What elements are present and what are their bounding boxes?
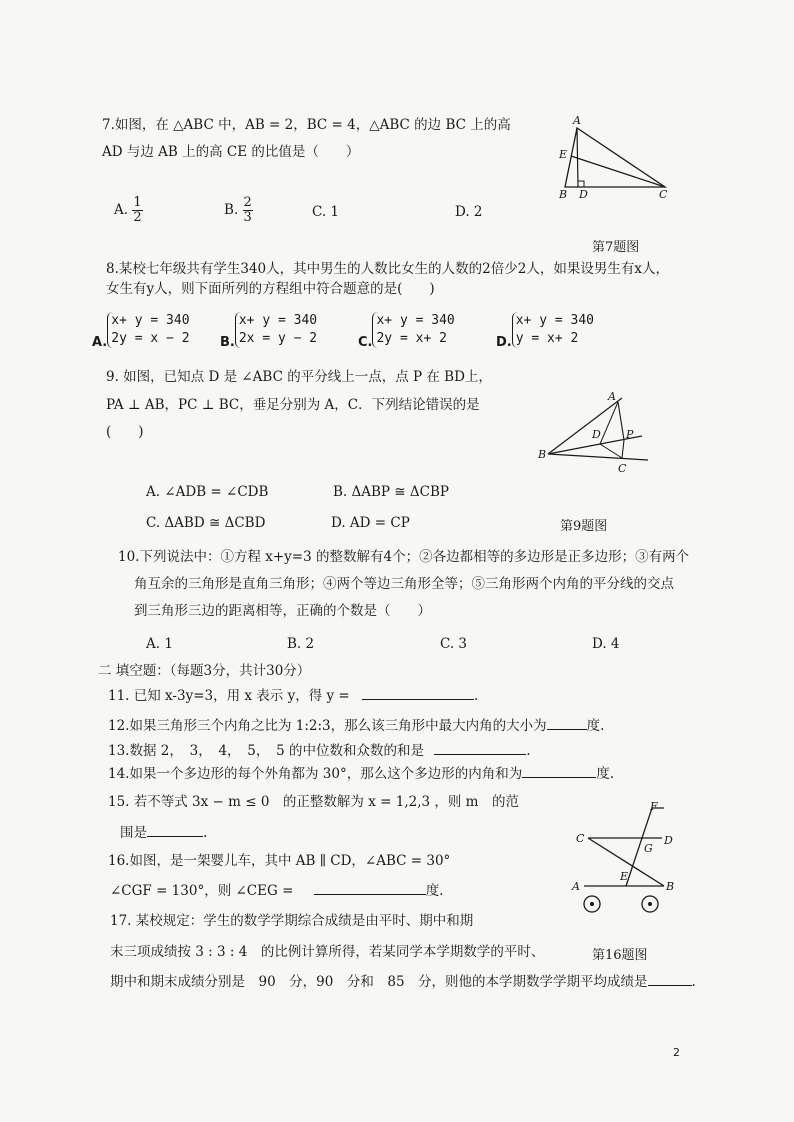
q9-line1: 9. 如图，已知点 D 是 ∠ABC 的平分线上一点，点 P 在 BD上，: [106, 369, 492, 385]
q7-option-d: D. 2: [455, 204, 483, 220]
q17-line2: 末三项成绩按 3 : 3 : 4 的比例计算所得，若某同学本学期数学的平时、: [110, 944, 545, 960]
q9-figure: [538, 388, 658, 476]
q15-line2: 围是 .: [120, 825, 208, 841]
q7-triangle: [565, 128, 665, 187]
q8-option-d-system: x+ y = 340 y = x+ 2: [512, 312, 594, 348]
q14-text: 14.如果一个多边形的每个外角都为 30°，那么这个多边形的内角和为 度.: [108, 766, 614, 782]
q9-segment-cd: [600, 444, 622, 458]
q8-option-b: B.x+ y = 340 2x = y − 2: [220, 313, 318, 350]
q16-line1: 16.如图，是一架婴儿车，其中 AB ∥ CD，∠ABC = 30°: [108, 853, 451, 869]
q7-line1: 7.如图，在 △ABC 中，AB = 2，BC = 4，△ABC 的边 BC 上的高: [102, 117, 511, 133]
q7-line2: AD 与边 AB 上的高 CE 的比值是（ ）: [102, 144, 360, 160]
q10-option-d: D. 4: [592, 636, 620, 652]
q9-option-a: A. ∠ADB = ∠CDB: [146, 484, 269, 500]
q17-answer-blank[interactable]: [648, 985, 692, 986]
q9-line2: PA ⊥ AB，PC ⊥ BC，垂足分别为 A，C．下列结论错误的是: [106, 397, 480, 413]
q16-answer-blank[interactable]: [314, 894, 426, 895]
q7-figure-caption: 第7题图: [592, 240, 640, 255]
q16-point-g: G: [644, 842, 653, 855]
q8-option-a: A.x+ y = 340 2y = x − 2: [92, 313, 190, 350]
q16-right-wheel-hub: [648, 902, 652, 906]
q7-altitude-ce: [571, 156, 665, 187]
q9-point-d: D: [592, 428, 601, 441]
q11-text: 11. 已知 x-3y=3，用 x 表示 y，得 y = .: [108, 688, 479, 704]
q16-point-f: F: [650, 800, 658, 813]
q9-point-p: P: [626, 428, 634, 441]
q7-option-a-fraction: $\frac{1}{2}$: [133, 195, 142, 225]
q9-line3: ( ): [106, 424, 144, 440]
q7-figure: [545, 112, 685, 204]
q13-answer-blank[interactable]: [434, 754, 526, 755]
q15-answer-blank[interactable]: [147, 836, 203, 837]
q7-point-d: D: [579, 188, 588, 201]
q16-stroller-figure: [566, 800, 684, 920]
q11-answer-blank[interactable]: [362, 699, 474, 700]
q15-line1: 15. 若不等式 3x − m ≤ 0 的正整数解为 x = 1,2,3 ，则 m 的范: [108, 794, 519, 810]
q16-point-a: A: [572, 880, 580, 893]
q8-line2: 女生有y人，则下面所列的方程组中符合题意的是( ): [106, 281, 435, 297]
q10-option-c: C. 3: [440, 636, 468, 652]
q7-option-b: B. $\frac{2}{3}$: [224, 195, 252, 225]
q7-point-a: A: [573, 114, 581, 127]
q8-option-a-system: x+ y = 340 2y = x − 2: [107, 312, 189, 348]
q8-option-b-system: x+ y = 340 2x = y − 2: [235, 312, 317, 348]
q8-line1: 8.某校七年级共有学生340人，其中男生的人数比女生的人数的2倍少2人，如果设男生有x人，: [106, 261, 669, 277]
q16-left-wheel-hub: [590, 902, 594, 906]
q7-point-c: C: [659, 188, 668, 201]
q9-ray-ba: [548, 398, 622, 454]
q13-text: 13.数据 2， 3， 4， 5， 5 的中位数和众数的和是 .: [108, 743, 531, 759]
section-2-title: 二 填空题：（每题3分，共计30分）: [98, 663, 311, 679]
q10-option-a: A. 1: [146, 636, 173, 652]
q9-segment-pa: [618, 402, 624, 440]
q8-option-c-system: x+ y = 340 2y = x+ 2: [372, 312, 454, 348]
q12-text: 12.如果三角形三个内角之比为 1:2:3，那么该三角形中最大内角的大小为 度.: [108, 718, 605, 734]
q9-point-a: A: [608, 390, 616, 403]
q9-point-b: B: [538, 448, 547, 461]
q10-line1: 10.下列说法中：①方程 x+y=3 的整数解有4个；②各边都相等的多边形是正多边形；③有两个: [118, 549, 690, 565]
q9-option-c: C. ΔABD ≅ ΔCBD: [146, 515, 266, 531]
q16-point-e: E: [620, 870, 629, 883]
q10-line2: 角互余的三角形是直角三角形；④两个等边三角形全等；⑤三角形两个内角的平分线的交点: [134, 576, 674, 592]
q17-line1: 17. 某校规定：学生的数学学期综合成绩是由平时、期中和期: [110, 913, 474, 929]
q10-option-b: B. 2: [287, 636, 315, 652]
q16-line2: ∠CGF = 130°，则 ∠CEG = 度.: [110, 883, 444, 899]
q16-point-d: D: [664, 834, 673, 847]
q14-answer-blank[interactable]: [522, 777, 596, 778]
page-number: 2: [673, 1046, 680, 1059]
q9-option-b: B. ΔABP ≅ ΔCBP: [333, 484, 449, 500]
q7-right-angle-d: [578, 181, 584, 187]
q9-point-c: C: [618, 462, 627, 475]
q8-option-d: D.x+ y = 340 y = x+ 2: [496, 313, 595, 350]
q12-answer-blank[interactable]: [547, 729, 587, 730]
q16-point-c: C: [576, 832, 585, 845]
q16-figure-caption: 第16题图: [592, 948, 648, 963]
q8-option-c: C.x+ y = 340 2y = x+ 2: [358, 313, 455, 350]
q7-point-e: E: [559, 148, 568, 161]
q9-ray-bc: [548, 454, 648, 460]
q17-line3: 期中和期末成绩分别是 90 分，90 分和 85 分，则他的本学期数学学期平均成绩是 .: [110, 974, 696, 990]
q9-option-d: D. AD = CP: [331, 515, 410, 531]
q7-point-b: B: [559, 188, 568, 201]
q7-option-c: C. 1: [312, 204, 340, 220]
q9-figure-caption: 第9题图: [560, 519, 608, 534]
q7-option-a: A. $\frac{1}{2}$: [114, 195, 142, 225]
q16-point-b: B: [666, 880, 675, 893]
q9-segment-pc: [622, 440, 624, 458]
q7-option-b-fraction: $\frac{2}{3}$: [243, 195, 252, 225]
q10-line3: 到三角形三边的距离相等，正确的个数是（ ）: [134, 603, 431, 619]
